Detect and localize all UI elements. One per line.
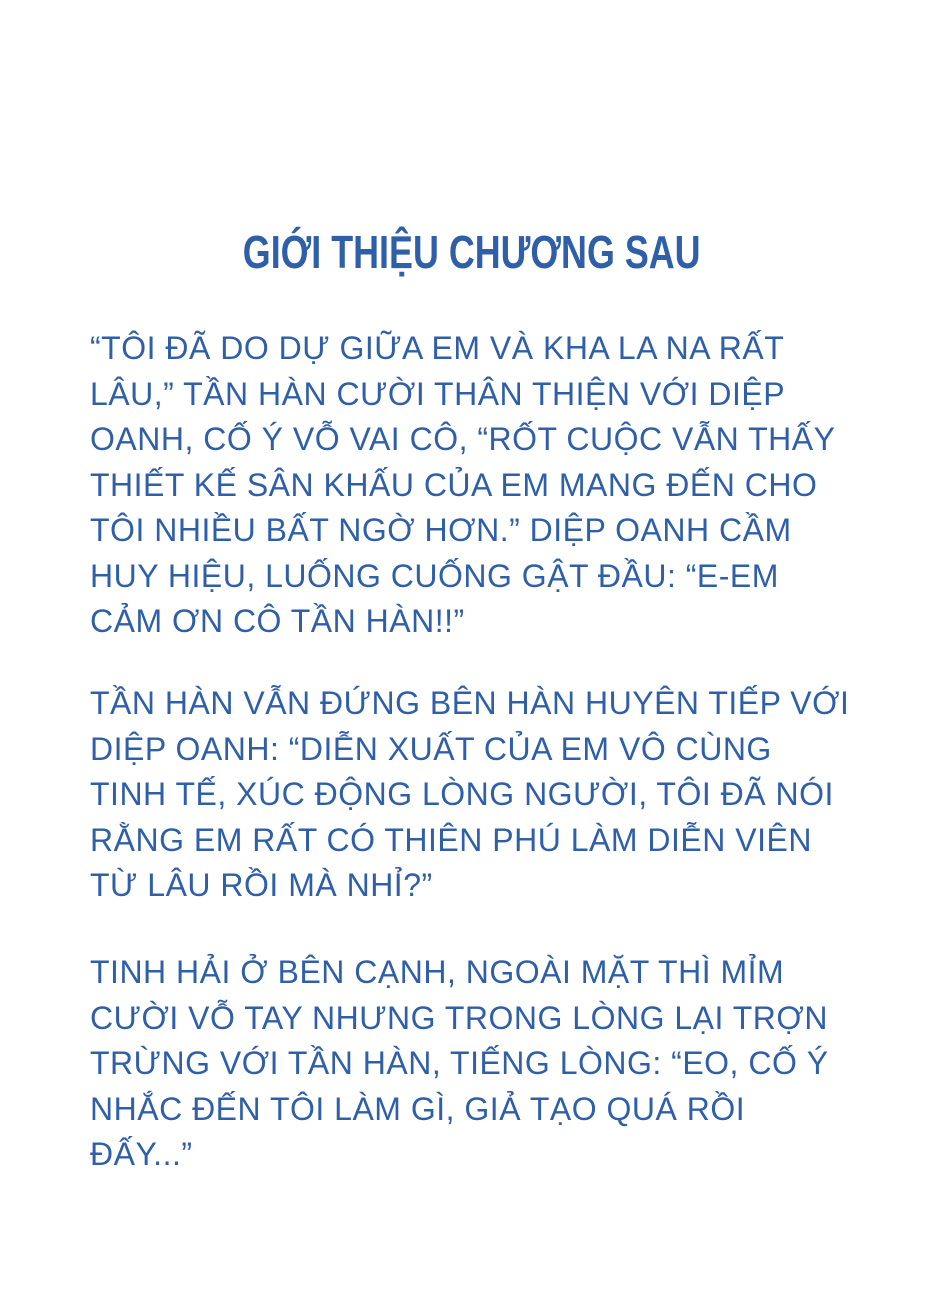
paragraph-line: “TÔI ĐÃ DO DỰ GIỮA EM VÀ KHA LA NA RẤT [90, 330, 785, 366]
paragraph-line: RẰNG EM RẤT CÓ THIÊN PHÚ LÀM DIỄN VIÊN [90, 821, 812, 858]
paragraph-line: TỪ LÂU RỒI MÀ NHỈ?” [90, 867, 433, 903]
paragraph-line: TRỪNG VỚI TẦN HÀN, TIẾNG LÒNG: “EO, CỐ Ý [90, 1045, 829, 1081]
paragraph-line: OANH, CỐ Ý VỖ VAI CÔ, “RỐT CUỘC VẪN THẤY [90, 421, 836, 457]
paragraph-line: TINH HẢI Ở BÊN CẠNH, NGOÀI MẶT THÌ MỈM [90, 954, 785, 990]
paragraph-line: TINH TẾ, XÚC ĐỘNG LÒNG NGƯỜI, TÔI ĐÃ NÓI [90, 776, 834, 812]
paragraph-line: LÂU,” TẦN HÀN CƯỜI THÂN THIỆN VỚI DIỆP [90, 375, 786, 412]
paragraph-line: DIỆP OANH: “DIỄN XUẤT CỦA EM VÔ CÙNG [90, 730, 772, 767]
paragraph-line: TÔI NHIỀU BẤT NGỜ HƠN.” DIỆP OANH CẦM [90, 512, 792, 548]
paragraph-1 [90, 326, 835, 645]
paragraph-line: THIẾT KẾ SÂN KHẤU CỦA EM MANG ĐẾN CHO [90, 466, 818, 503]
paragraph-line: HUY HIỆU, LUỐNG CUỐNG GẬT ĐẦU: “E-EM [90, 557, 779, 594]
paragraph-line: TẦN HÀN VẪN ĐỨNG BÊN HÀN HUYÊN TIẾP VỚI [90, 685, 850, 721]
paragraph-line: CẢM ƠN CÔ TẦN HÀN!!” [90, 603, 465, 639]
paragraph-2 [90, 681, 849, 909]
paragraph-3 [90, 950, 829, 1178]
paragraph-line: NHẮC ĐẾN TÔI LÀM GÌ, GIẢ TẠO QUÁ RỒI [90, 1090, 746, 1127]
page-title: GIỚI THIỆU CHƯƠNG SAU [242, 226, 701, 278]
paragraph-line: ĐẤY...” [90, 1136, 193, 1172]
paragraph-line: CƯỜI VỖ TAY NHƯNG TRONG LÒNG LẠI TRỢN [90, 999, 828, 1036]
